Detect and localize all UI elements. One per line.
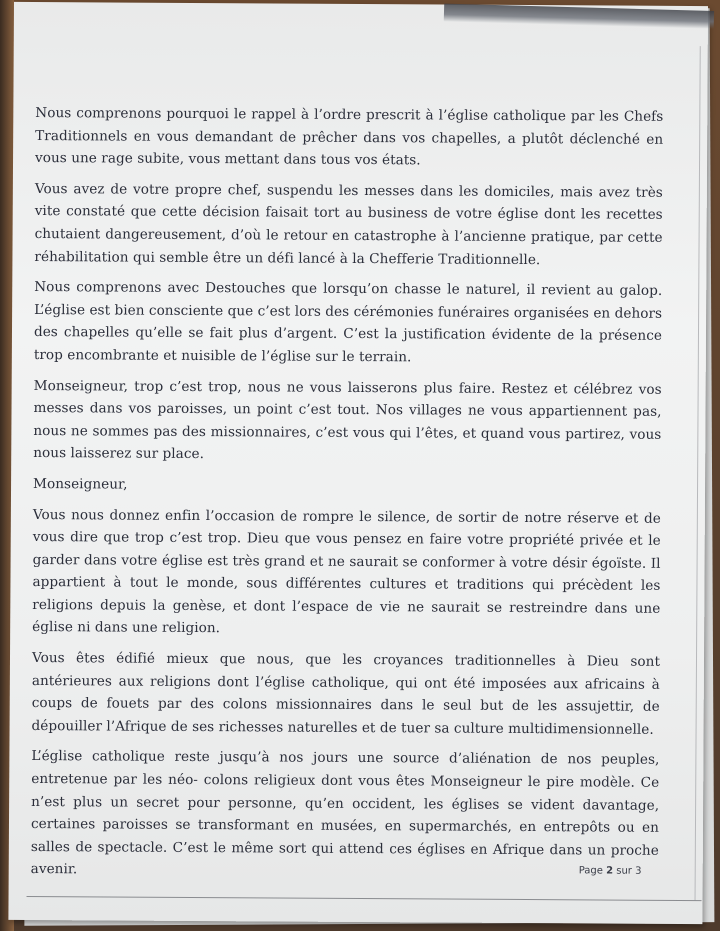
page-border-right [695, 46, 701, 901]
page-border-bottom [27, 896, 702, 901]
paragraph: Vous nous donnez enfin l’occasion de rompre le silence, de sortir de notre réserve et de vous dire que trop c’est trop. Dieu que vous pensez en faire votre propriété privée et le garder dans votre église est très grand et ne saurait se conformer à votre désir égoïste. Il appartient à tout le monde, sous différentes cultures et traditions qui précèdent les religions depuis la genèse, et dont l’espace de vie ne saurait se restreindre dans une église ni dans une religion. [32, 506, 661, 637]
paragraph: Nous comprenons avec Destouches que lorsqu’on chasse le naturel, il revient au galop. L’église est bien consciente que c’est lors des cérémonies funéraires organisées en dehors des chapelles qu’elle se fait plus d’argent. C’est la justification évidente de la présence trop encombrante et nuisible de l’église sur le terrain. [33, 279, 663, 366]
letter-body [31, 102, 664, 893]
paragraph: Vous avez de votre propre chef, suspendu les messes dans les domiciles, mais avez très vite constaté que cette décision faisait tort au business de votre église dont les recettes chutaient dangereusement, d’où le retour en catastrophe à l’ancienne pratique, par cette réhabilitation qui semble être un défi lancé à la Chefferie Traditionnelle. [34, 180, 663, 268]
paragraph: Vous êtes édifié mieux que nous, que les croyances traditionnelles à Dieu sont antérieures aux religions dont l’église catholique, qui ont été imposées aux africains à coups de fouets par des colons missionnaires dans le seul but de les assujettir, de dépouiller l’Afrique de ses richesses naturelles et de tuer sa culture multidimensionnelle. [31, 650, 661, 738]
document-page [8, 2, 708, 924]
paragraph: L’église catholique reste jusqu’à nos jours une source d’aliénation de nos peuples, entretenue par les néo- colons religieux dont vous êtes Monseigneur le pire modèle. Ce n’est plus un secret pour personne, qu’en occident, les églises se vident davantage, certaines paroisses se transformant en musées, en supermarchés, en entrepôts ou en salles de spectacle. C’est le même sort qui attend ces églises en Afrique dans un proche avenir. [30, 748, 660, 878]
salutation: Monseigneur, [33, 475, 128, 493]
paragraph: Monseigneur, trop c’est trop, nous ne vous laisserons plus faire. Restez et célébrez vos messes dans vos paroisses, un point c’est tout. Nos villages ne vous appartiennent pas, nous ne sommes pas des missionnaires, c’est vous qui l’êtes, et quand vous partirez, vous nous laisserez sur place. [33, 377, 662, 463]
page-separator: sur [616, 865, 632, 877]
page-label: Page [578, 865, 603, 877]
paragraph: Nous comprenons pourquoi le rappel à l’ordre prescrit à l’église catholique par les Chefs Traditionnels en vous demandant de prêcher dans vos chapelles, a plutôt déclenché en vous une rage subite, vous mettant dans tous vos états. [35, 105, 664, 169]
page-number [579, 865, 642, 876]
page-current: 2 [606, 865, 614, 877]
page-total: 3 [635, 865, 642, 877]
binder-strip [444, 4, 714, 29]
